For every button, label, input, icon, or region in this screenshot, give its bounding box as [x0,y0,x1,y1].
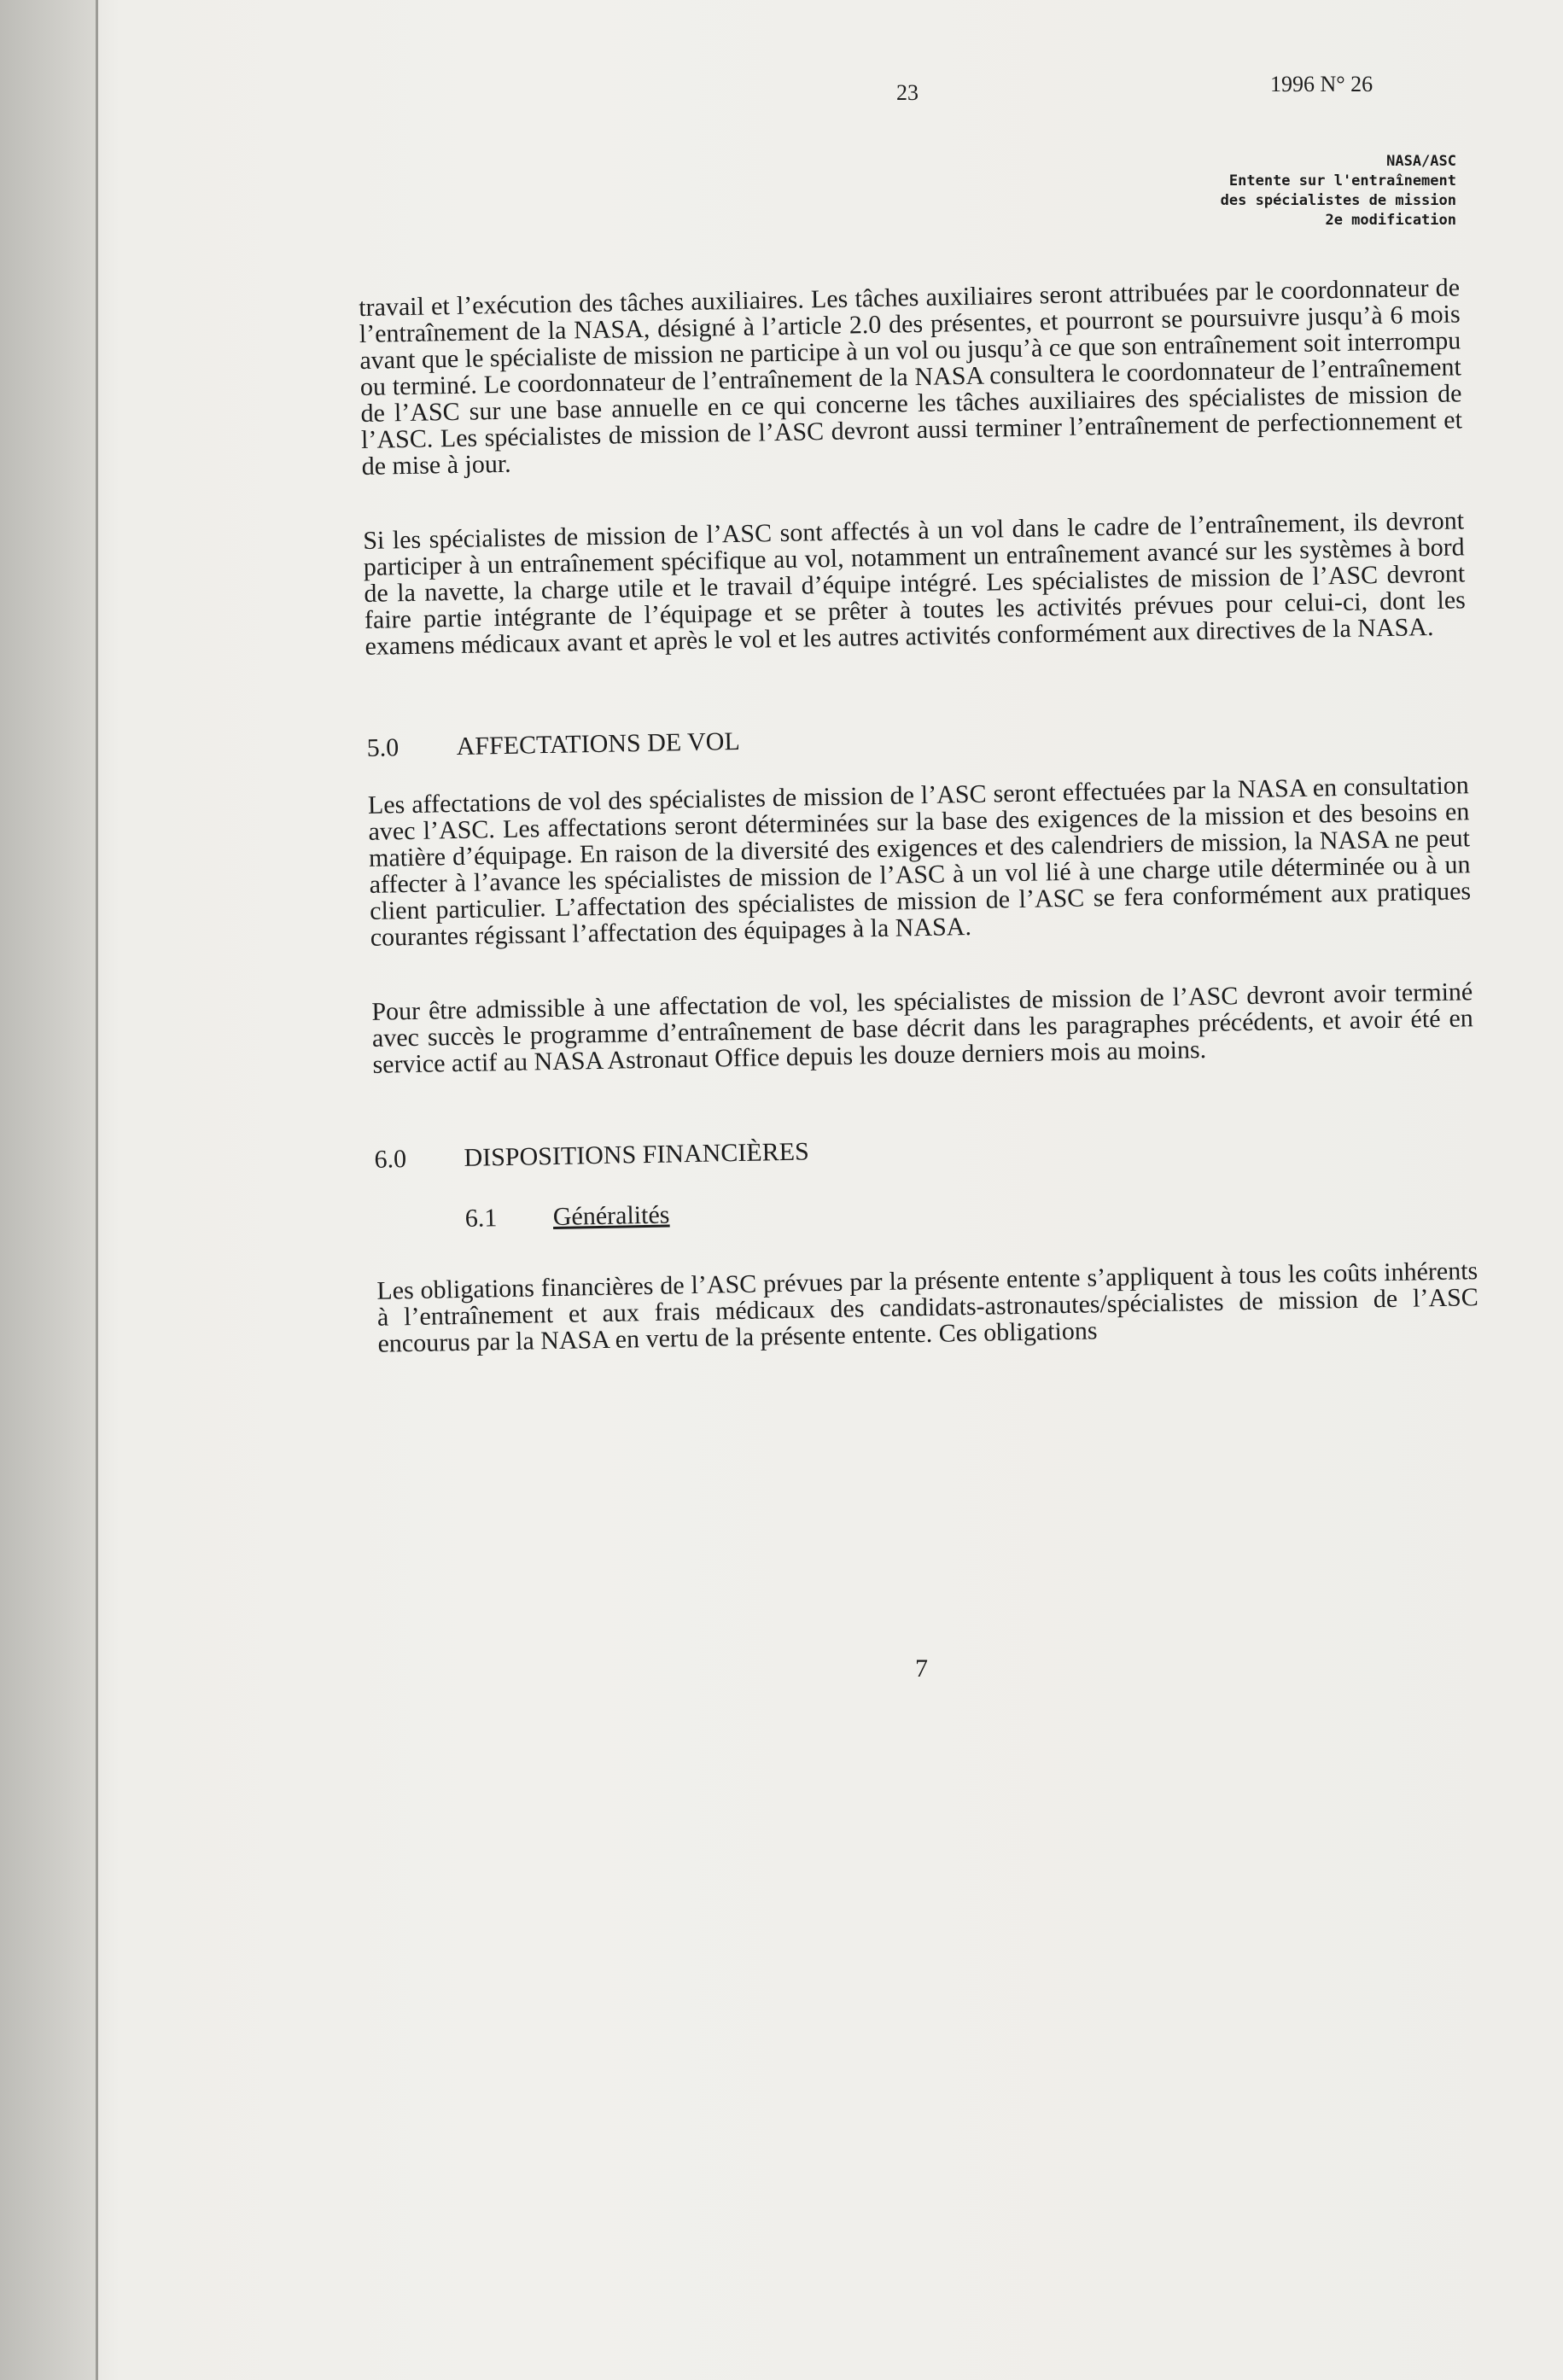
section-heading [366,715,1467,761]
section-title: DISPOSITIONS FINANCIÈRES [464,1137,810,1172]
document-body [359,274,1479,1356]
paragraph: Les obligations financières de l’ASC prévues par la présente entente s’appliquent à tous les coûts inhérents à l’entraînement et aux frais médicaux des candidats-astronautes/spécialistes de mission de l’ASC encourus par la NASA en vertu de la présente entente. Ces obligations [376,1257,1479,1358]
subsection-heading [465,1187,1477,1232]
binding-shadow [0,0,96,2380]
paragraph: Pour être admissible à une affectation de vol, les spécialistes de mission de l’ASC devront avoir terminé avec succès le programme d’entraînement de base décrit dans les paragraphes précédents, et avoir été en service actif au NASA Astronaut Office depuis les douze derniers mois au moins. [371,977,1474,1079]
paragraph: travail et l’exécution des tâches auxiliaires. Les tâches auxiliaires seront attribuées par le coordonnateur de l’entraînement de la NASA, désigné à l’article 2.0 des présentes, et pourront se poursuivre jusqu’à 6 mois avant que le spécialiste de mission ne participe à un vol ou jusqu’à ce que son entraînement soit interrompu ou terminé. Le coordonnateur de l’entraînement de la NASA consultera le coordonnateur de l’entraînement de l’ASC sur une base annuelle en ce qui concerne les tâches auxiliaires des spécialistes de mission de l’ASC. Les spécialistes de mission de l’ASC devront aussi terminer l’entraînement de perfectionnement et de mise à jour. [358,273,1463,481]
stamp-line-2: Entente sur l'entraînement [1228,172,1456,190]
binding-edge [96,0,98,2380]
subsection-title: Généralités [552,1200,670,1232]
subsection-number: 6.1 [464,1204,498,1233]
section-number: 5.0 [366,733,399,762]
stamp-line-4: 2e modification [1325,212,1456,229]
footer-page-number: 7 [915,1654,928,1683]
paragraph: Les affectations de vol des spécialistes de mission de l’ASC seront effectuées par la NASA en consultation avec l’ASC. Les affectations seront déterminées sur la base des exigences de la mission et des besoins en matière d’équipage. En raison de la diversité des exigences et des calendriers de mission, la NASA ne peut affecter à l’avance les spécialistes de mission de l’ASC à un vol lié à une charge utile déterminée ou à un client particulier. L’affectation des spécialistes de mission de l’ASC se fera conformément aux pratiques courantes régissant l’affectation des équipages à la NASA. [367,771,1472,952]
section-heading [374,1126,1475,1173]
stamp-line-3: des spécialistes de mission [1220,192,1456,209]
section-title: AFFECTATIONS DE VOL [456,726,741,761]
paragraph: Si les spécialistes de mission de l’ASC sont affectés à un vol dans le cadre de l’entraînement, ils devront participer à un entraînement spécifique au vol, notamment un entraînement avancé sur les systèmes à bord de la navette, la charge utile et le travail d’équipe intégré. Les spécialistes de mission de l’ASC devront faire partie intégrante de l’équipage et se prêter à toutes les activités prévues pour celui-ci, dont les examens médicaux avant et après le vol et les autres activités conformément aux directives de la NASA. [362,506,1467,661]
header-page-number: 23 [896,80,919,105]
header-year-issue: 1996 N° 26 [1270,72,1373,96]
section-number: 6.0 [374,1145,407,1174]
document-stamp [1221,152,1456,230]
stamp-line-1: NASA/ASC [1386,153,1456,170]
